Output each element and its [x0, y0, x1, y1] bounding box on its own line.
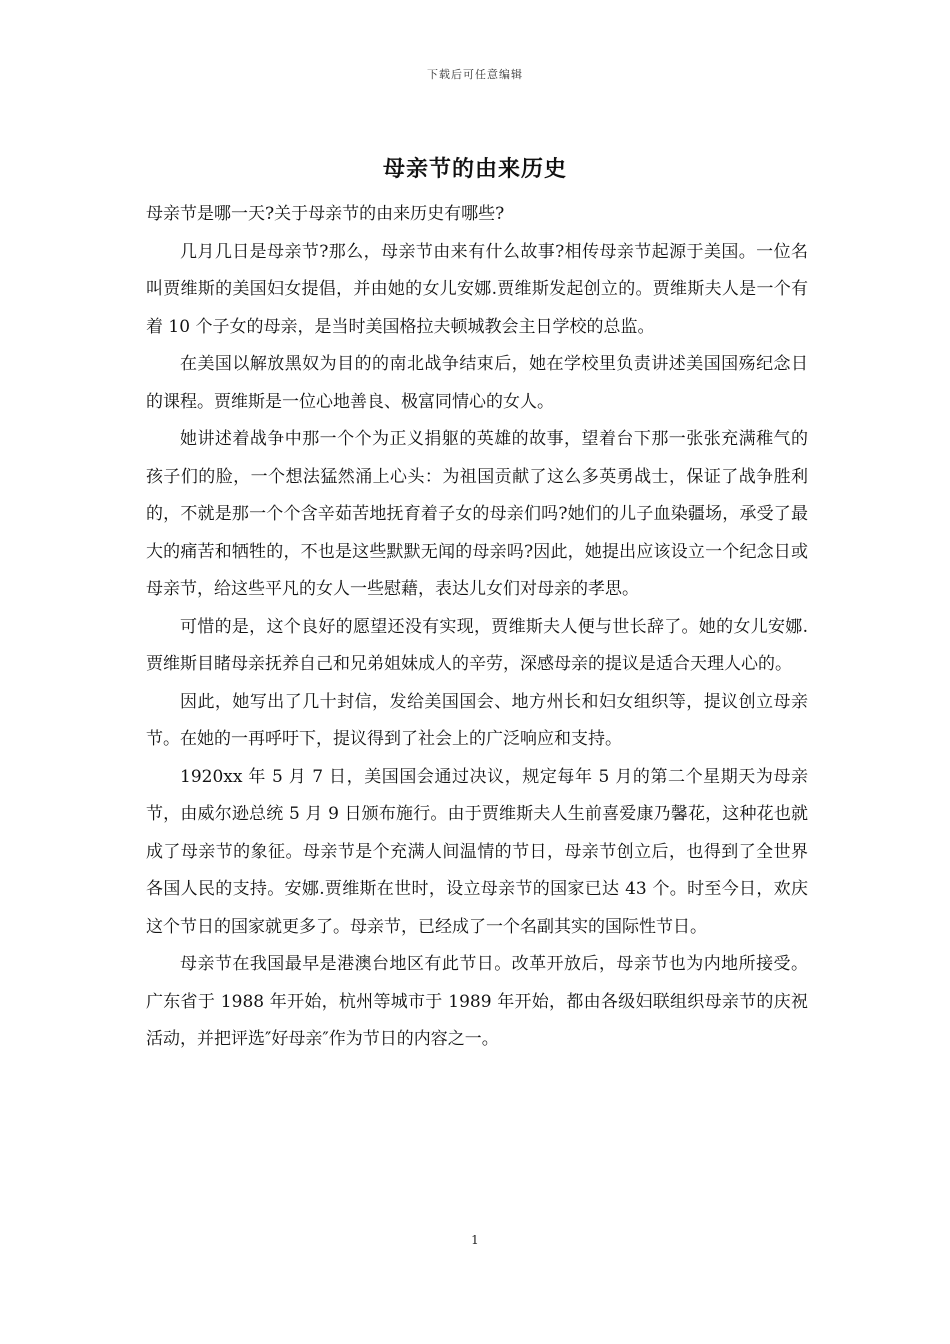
body-paragraph: 母亲节在我国最早是港澳台地区有此节日。改革开放后，母亲节也为内地所接受。广东省于 1988 年开始，杭州等城市于 1989 年开始，都由各级妇联组织母亲节的庆祝活动，并把评选″好母亲″作为节日的内容之一。 [146, 954, 808, 1049]
body-paragraph: 她讲述着战争中那一个个为正义捐躯的英雄的故事，望着台下那一张张充满稚气的孩子们的脸，一个想法猛然涌上心头：为祖国贡献了这么多英勇战士，保证了战争胜利的，不就是那一个个含辛茹苦地抚育着子女的母亲们吗?她们的儿子血染疆场，承受了最大的痛苦和牺牲的，不也是这些默默无闻的母亲吗?因此，她提出应该设立一个纪念日或母亲节，给这些平凡的女人一些慰藉，表达儿女们对母亲的孝思。 [146, 429, 808, 599]
body-paragraph: 在美国以解放黑奴为目的的南北战争结束后，她在学校里负责讲述美国国殇纪念日的课程。贾维斯是一位心地善良、极富同情心的女人。 [146, 354, 808, 412]
page-number: 1 [471, 1233, 479, 1247]
document-title: 母亲节的由来历史 [382, 156, 567, 182]
body-paragraph: 1920xx 年 5 月 7 日，美国国会通过决议，规定每年 5 月的第二个星期天为母亲节，由威尔逊总统 5 月 9 日颁布施行。由于贾维斯夫人生前喜爱康乃馨花，这种花也就成了母亲节的象征。母亲节是个充满人间温情的节日，母亲节创立后，也得到了全世界各国人民的支持。安娜.贾维斯在世时，设立母亲节的国家已达 43 个。时至今日，欢庆这个节日的国家就更多了。母亲节，已经成了一个名副其实的国际性节日。 [146, 766, 808, 937]
body-paragraph: 可惜的是，这个良好的愿望还没有实现，贾维斯夫人便与世长辞了。她的女儿安娜.贾维斯目睹母亲抚养自己和兄弟姐妹成人的辛劳，深感母亲的提议是适合天理人心的。 [146, 616, 808, 674]
body-paragraph: 几月几日是母亲节?那么，母亲节由来有什么故事?相传母亲节起源于美国。一位名叫贾维斯的美国妇女提倡，并由她的女儿安娜.贾维斯发起创立的。贾维斯夫人是一个有着 10 个子女的母亲，是当时美国格拉夫顿城教会主日学校的总监。 [146, 241, 808, 337]
document-body [146, 196, 808, 1059]
intro-question-paragraph: 母亲节是哪一天?关于母亲节的由来历史有哪些? [146, 204, 505, 224]
body-paragraph: 因此，她写出了几十封信，发给美国国会、地方州长和妇女组织等，提议创立母亲节。在她的一再呼吁下，提议得到了社会上的广泛响应和支持。 [146, 691, 808, 749]
header-note: 下载后可任意编辑 [427, 68, 523, 81]
